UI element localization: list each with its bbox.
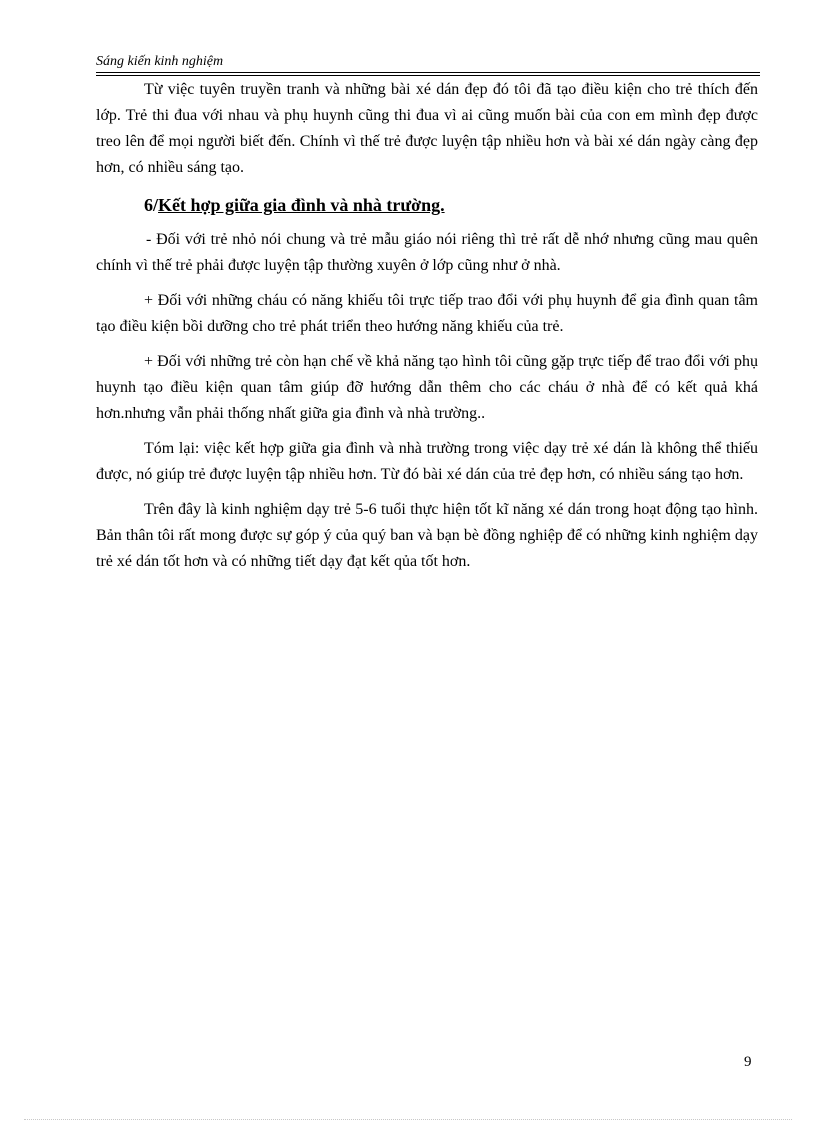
section-title: Kết hợp giữa gia đình và nhà trường. [158, 195, 445, 215]
paragraph-5: Tóm lại: việc kết hợp giữa gia đình và nhà trường trong việc dạy trẻ xé dán là không thể thiếu được, nó giúp trẻ được luyện tập nhiều hơn. Từ đó bài xé dán của trẻ đẹp hơn, có nhiều sáng tạo hơn. [96, 440, 758, 483]
document-body [96, 77, 758, 584]
section-heading [96, 187, 758, 223]
paragraph-4: + Đối với những trẻ còn hạn chế về khả năng tạo hình tôi cũng gặp trực tiếp để trao đổi với phụ huynh tạo điều kiện quan tâm giúp đỡ hướng dẫn thêm cho các cháu ở nhà để có kết quả khá hơn.nhưng vẫn phải thống nhất giữa gia đình và nhà trường.. [96, 353, 758, 422]
section-number: 6/ [144, 195, 159, 215]
header-rule-top [96, 72, 760, 73]
header-rule-bottom [96, 75, 760, 76]
paragraph-6: Trên đây là kinh nghiệm dạy trẻ 5-6 tuổi thực hiện tốt kĩ năng xé dán trong hoạt động tạo hình. Bản thân tôi rất mong được sự góp ý của quý ban và bạn bè đồng nghiệp để có những kinh nghiệm dạy trẻ xé dán tốt hơn và có những tiết dạy đạt kết qủa tốt hơn. [96, 501, 758, 570]
page-bottom-border [24, 1119, 792, 1120]
running-header: Sáng kiến kinh nghiệm [96, 54, 224, 69]
paragraph-2: - Đối với trẻ nhỏ nói chung và trẻ mẫu giáo nói riêng thì trẻ rất dễ nhớ nhưng cũng mau quên chính vì thế trẻ phải được luyện tập thường xuyên ở lớp cũng như ở nhà. [96, 231, 758, 274]
paragraph-1: Từ việc tuyên truyền tranh và những bài xé dán đẹp đó tôi đã tạo điều kiện cho trẻ thích đến lớp. Trẻ thi đua với nhau và phụ huynh cũng thi đua vì ai cũng muốn bài của con em mình đẹp được treo lên để mọi người biết đến. Chính vì thế trẻ được luyện tập nhiều hơn và bài xé dán ngày càng đẹp hơn, có nhiều sáng tạo. [96, 81, 758, 176]
page-number: 9 [744, 1054, 752, 1070]
paragraph-3: + Đối với những cháu có năng khiếu tôi trực tiếp trao đổi với phụ huynh để gia đình quan tâm tạo điều kiện bồi dưỡng cho trẻ phát triển theo hướng năng khiếu của trẻ. [96, 292, 758, 335]
